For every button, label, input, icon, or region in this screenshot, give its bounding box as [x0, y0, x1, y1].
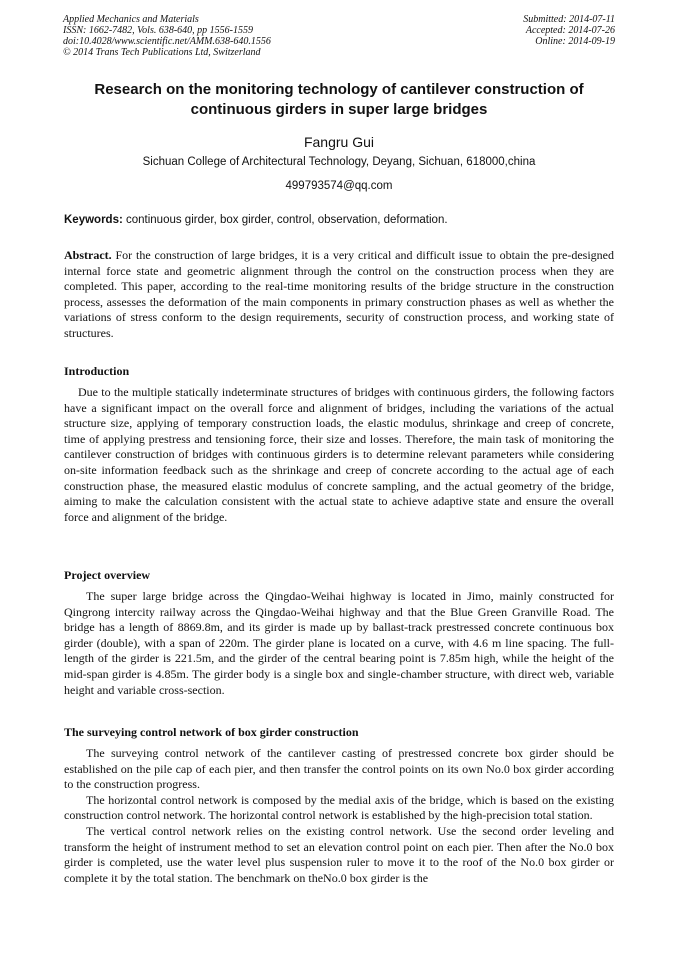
author-affiliation: Sichuan College of Architectural Technology, Deyang, Sichuan, 618000,china [142, 156, 536, 168]
paper-title: Research on the monitoring technology of cantilever construction of continuous girders in super large bridges [94, 81, 584, 118]
author-email[interactable]: 499793574@qq.com [285, 180, 393, 192]
section-heading-surveying: The surveying control network of box girder construction [64, 725, 359, 739]
journal-copyright: © 2014 Trans Tech Publications Ltd, Switzerland [63, 47, 261, 58]
keywords-label: Keywords: [64, 214, 123, 226]
section-heading-introduction: Introduction [64, 364, 130, 378]
journal-issn: ISSN: 1662-7482, Vols. 638-640, pp 1556-1559 [63, 25, 253, 36]
abstract-label: Abstract. [64, 248, 112, 262]
abstract-text: For the construction of large bridges, it is a very critical and difficult issue to obtain the pre-designed internal force state and geometric alignment through the control on the construction process when they are completed. This paper, according to the real-time monitoring results of the bridge structure in the construction process, assesses the deformation of the main components in primary construction phases as well as whether the variations of stress conform to the design requirements, security of construction process, and working state of structures. [64, 248, 614, 340]
date-submitted: Submitted: 2014-07-11 [523, 14, 615, 25]
surveying-body [64, 746, 614, 886]
project-overview-paragraph: The super large bridge across the Qingdao-Weihai highway is located in Jimo, mainly constructed for Qingrong intercity railway across the Qingdao-Weihai highway and that the Blue Green Granville Road. The bridge has a length of 8869.8m, and its girder is made up by ballast-track prestressed concrete continuous box girder (double), with a span of 220m. The girder plane is located on a curve, with 4.6 m line spacing. The full-length of the girder is 221.5m, and the girder of the central bearing point is 7.85m high, while the height of the mid-span girder is 4.85m. The girder body is a single box and single-chamber structure, with direct web, variable height and variable cross-section. [64, 589, 614, 697]
author-name: Fangru Gui [303, 134, 375, 150]
keywords [64, 214, 616, 226]
journal-info [63, 14, 271, 58]
project-overview-body [64, 589, 614, 698]
surveying-paragraph-3: The vertical control network relies on the existing control network. Use the second order leveling and transform the height of instrument method to set an elevation control point on each pier. Then after the No.0 box girder is completed, use the water level plus suspension ruler to move it to the roof of the No.0 box girder or complete it by the total station. The benchmark on theNo.0 box girder is the [64, 823, 614, 885]
introduction-body [64, 385, 614, 525]
keywords-text: continuous girder, box girder, control, observation, deformation. [122, 214, 448, 226]
abstract [64, 248, 614, 342]
section-heading-project-overview: Project overview [64, 568, 151, 582]
surveying-paragraph-2: The horizontal control network is composed by the medial axis of the bridge, which is based on the existing construction control network. The horizontal control network is established by the high-precision total station. [64, 792, 614, 823]
date-accepted: Accepted: 2014-07-26 [525, 25, 615, 36]
date-online: Online: 2014-09-19 [535, 36, 615, 47]
introduction-paragraph: Due to the multiple statically indeterminate structures of bridges with continuous girders, the following factors have a significant impact on the overall force and alignment of bridges, including the variations of the actual structure size, applying of temporary construction loads, the elastic modulus, shrinkage and creep of concrete, time of applying prestress and tensioning force, their size and losses. Therefore, the main task of monitoring the cantilever construction of bridges with continuous girders is to determine relevant parameters while considering on-site information feedback such as the shrinkage and creep of concrete according to the actual age of each construction phase, the measured elastic modulus of concrete sampling, and the actual geometry of the bridge, aiming to make the calculation consistent with the actual state to achieve adaptive state and ensure the overall force and alignment of the bridge. [64, 385, 614, 524]
surveying-paragraph-1: The surveying control network of the cantilever casting of prestressed concrete box girder should be established on the pile cap of each pier, and then transfer the control points on its own No.0 box girder according to the construction progress. [64, 746, 614, 792]
publication-dates [523, 14, 615, 47]
journal-doi[interactable]: doi:10.4028/www.scientific.net/AMM.638-640.1556 [63, 36, 271, 47]
journal-name: Applied Mechanics and Materials [63, 14, 199, 25]
